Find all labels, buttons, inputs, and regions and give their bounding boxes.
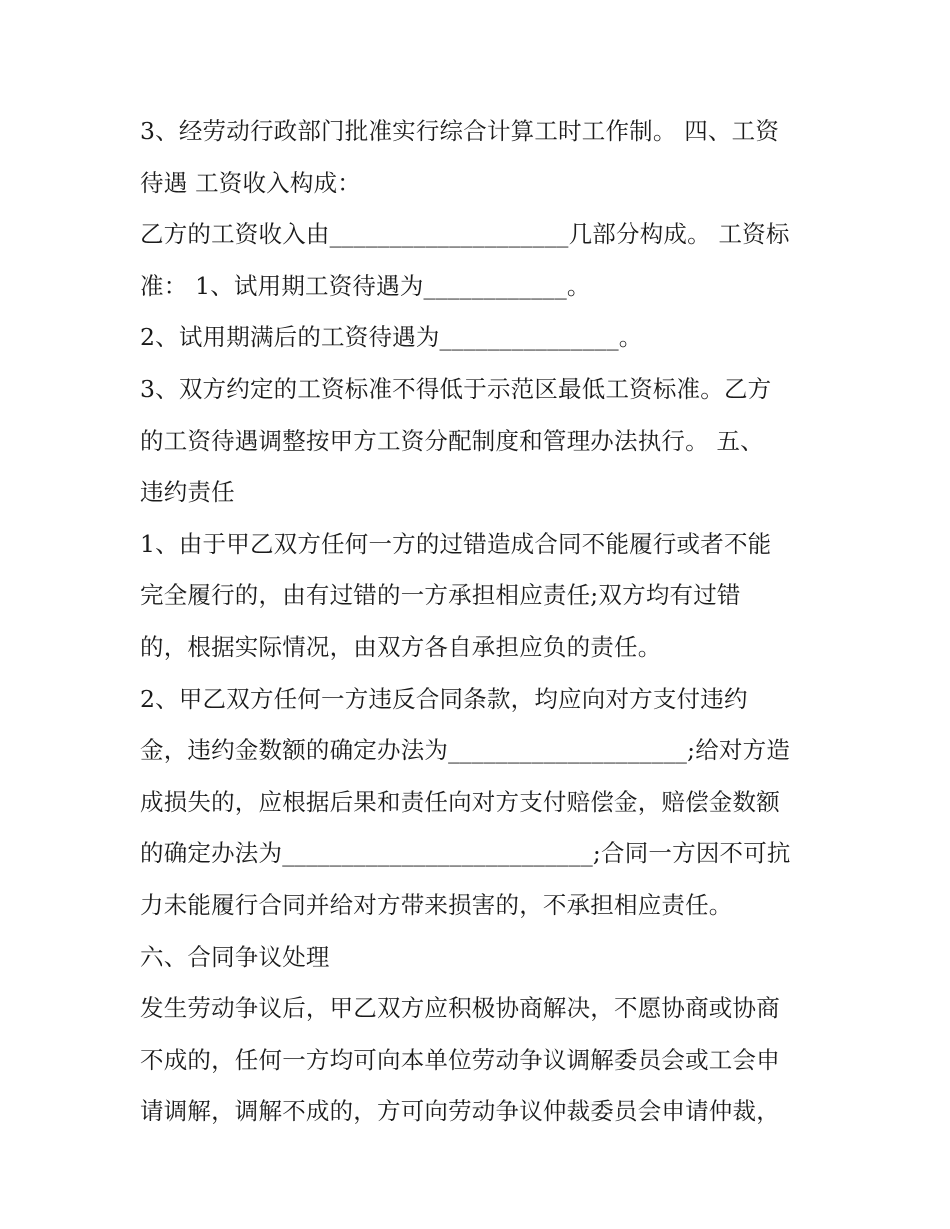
text-line: 的确定办法为__________________________;合同一方因不可抗 <box>140 839 791 868</box>
text-line: 待遇 工资收入构成： <box>140 168 361 197</box>
text-line: 2、甲乙双方任何一方违反合同条款，均应向对方支付违约 <box>140 684 748 713</box>
section-heading: 六、合同争议处理 <box>140 942 330 971</box>
text-line: 力未能履行合同并给对方带来损害的，不承担相应责任。 <box>140 890 733 919</box>
text-line: 准： 1、试用期工资待遇为____________。 <box>140 271 591 300</box>
text-line: 3、双方约定的工资标准不得低于示范区最低工资标准。乙方 <box>140 374 772 403</box>
text-line: 完全履行的，由有过错的一方承担相应责任;双方均有过错 <box>140 581 741 610</box>
text-line: 2、试用期满后的工资待遇为_______________。 <box>140 323 643 352</box>
text-line: 的，根据实际情况，由双方各自承担应负的责任。 <box>140 632 662 661</box>
text-line: 成损失的，应根据后果和责任向对方支付赔偿金，赔偿金数额 <box>140 787 780 816</box>
text-line: 乙方的工资收入由____________________几部分构成。 工资标 <box>140 220 790 249</box>
text-line: 金，违约金数额的确定办法为____________________;给对方造 <box>140 736 791 765</box>
text-line: 不成的，任何一方均可向本单位劳动争议调解委员会或工会申 <box>140 1045 780 1074</box>
text-line: 发生劳动争议后，甲乙双方应积极协商解决，不愿协商或协商 <box>140 994 780 1023</box>
text-line: 请调解，调解不成的，方可向劳动争议仲裁委员会申请仲裁， <box>140 1097 780 1126</box>
document-body <box>140 106 830 1138</box>
text-line: 1、由于甲乙双方任何一方的过错造成合同不能履行或者不能 <box>140 529 772 558</box>
text-line: 的工资待遇调整按甲方工资分配制度和管理办法执行。 五、 <box>140 426 764 455</box>
text-line: 3、经劳动行政部门批准实行综合计算工时工作制。 四、工资 <box>140 117 780 145</box>
section-heading: 违约责任 <box>140 478 235 507</box>
